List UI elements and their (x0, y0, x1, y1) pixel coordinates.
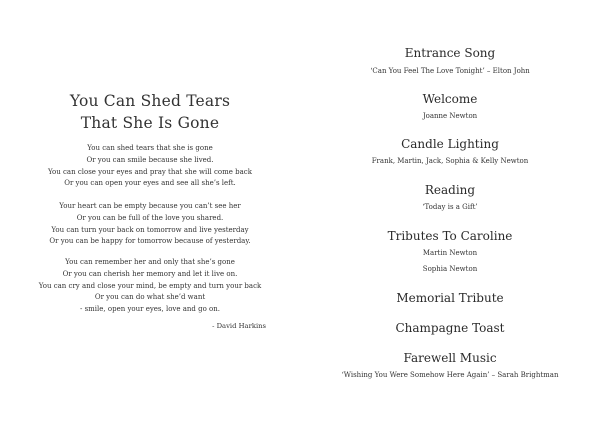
poem-title (0, 90, 300, 134)
farewell-music-heading: Farewell Music (403, 351, 497, 365)
entrance-song-heading: Entrance Song (404, 46, 496, 60)
reading-heading: Reading (424, 183, 476, 197)
tributes-detail-2: Sophia Newton (422, 265, 478, 273)
welcome-detail: Joanne Newton (422, 112, 478, 120)
poem-line: You can turn your back on tomorrow and live yesterday (51, 225, 249, 234)
candle-lighting-detail: Frank, Martin, Jack, Sophia & Kelly Newton (371, 157, 529, 165)
tributes-detail-1: Martin Newton (422, 249, 478, 257)
poem-line: You can close your eyes and pray that she will come back (48, 167, 252, 176)
entrance-song-detail: ‘Can You Feel The Love Tonight’ – Elton John (370, 67, 530, 75)
poem-line: Or you can be full of the love you shared. (76, 213, 224, 222)
poem-title-line: You Can Shed Tears (69, 92, 231, 110)
poem-line: Or you can smile because she lived. (86, 155, 214, 164)
reading-detail: ‘Today is a Gift’ (422, 203, 478, 211)
order-of-service-page (300, 0, 600, 425)
champagne-toast-heading: Champagne Toast (395, 321, 505, 335)
poem-line: You can shed tears that she is gone (87, 144, 213, 152)
poem-line: Or you can be happy for tomorrow because of yesterday. (49, 237, 251, 246)
memorial-tribute-heading: Memorial Tribute (396, 291, 504, 305)
welcome-heading: Welcome (422, 92, 478, 106)
tributes-heading: Tributes To Caroline (387, 229, 513, 243)
poem-stanza-1 (0, 143, 300, 190)
poem-line: Or you can open your eyes and see all she’s left. (64, 179, 236, 188)
poem-author: - David Harkins (212, 322, 266, 330)
poem-line: You can remember her and only that she’s gone (65, 258, 235, 266)
poem-stanza-3 (0, 257, 300, 316)
farewell-music-detail: ‘Wishing You Were Somehow Here Again’ – Sarah Brightman (341, 371, 559, 379)
poem-line: Your heart can be empty because you can’t see her (59, 202, 241, 210)
poem-title-line: That She Is Gone (80, 114, 220, 132)
candle-lighting-heading: Candle Lighting (401, 137, 499, 151)
poem-stanza-2 (0, 201, 300, 248)
poem-line: Or you can cherish her memory and let it live on. (62, 269, 238, 278)
poem-line: You can cry and close your mind, be empty and turn your back (38, 281, 262, 290)
poem-line: - smile, open your eyes, love and go on. (79, 305, 221, 314)
poem-line: Or you can do what she’d want (94, 293, 206, 302)
